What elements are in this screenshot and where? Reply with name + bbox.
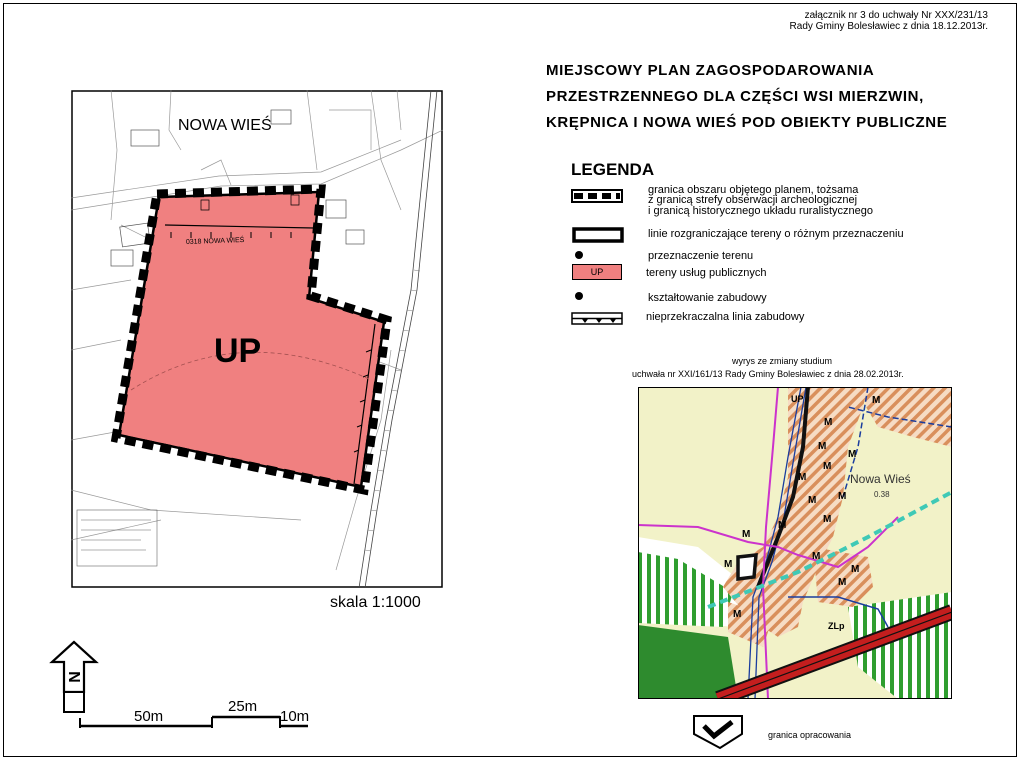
attachment-line-1: załącznik nr 3 do uchwały Nr XXX/231/13 bbox=[804, 10, 988, 21]
scale-label: skala 1:1000 bbox=[330, 594, 421, 611]
study-caption-line-2: uchwała nr XXI/161/13 Rady Gminy Bolesławiec z dnia 28.02.2013r. bbox=[632, 369, 904, 379]
legend-building-line-symbol bbox=[570, 309, 626, 329]
boundary-symbol bbox=[692, 714, 744, 750]
study-zone-m-3: M bbox=[818, 441, 827, 452]
study-zone-m-5: M bbox=[823, 461, 832, 472]
legend-item-1-line-3: i granicą historycznego układu ruralistycznego bbox=[648, 205, 874, 217]
study-zone-m-8: M bbox=[838, 491, 847, 502]
study-zone-m-10: M bbox=[778, 520, 787, 531]
north-letter: N bbox=[67, 671, 84, 683]
study-zone-m-11: M bbox=[742, 529, 751, 540]
legend-dot-symbol bbox=[572, 248, 586, 262]
study-zone-m-12: M bbox=[724, 559, 733, 570]
legend-item-3: przeznaczenie terenu bbox=[648, 250, 754, 262]
scale-bar-label-25: 25m bbox=[228, 698, 258, 715]
title-line-2: PRZESTRZENNEGO DLA CZĘŚCI WSI MIERZWIN, bbox=[546, 88, 924, 105]
scale-bar-label-50: 50m bbox=[134, 708, 164, 725]
study-zone-m-16: M bbox=[851, 564, 860, 575]
title-line-3: KRĘPNICA I NOWA WIEŚ POD OBIEKTY PUBLICZNE bbox=[546, 114, 948, 131]
boundary-note-label: granica opracowania bbox=[768, 730, 852, 740]
study-map bbox=[638, 387, 952, 699]
title-line-1: MIEJSCOWY PLAN ZAGOSPODAROWANIA bbox=[546, 62, 875, 79]
study-caption-line-1: wyrys ze zmiany studium bbox=[732, 356, 833, 366]
study-zone-m-9: M bbox=[823, 514, 832, 525]
main-plan-map bbox=[71, 90, 443, 588]
study-zone-m-15: M bbox=[733, 609, 742, 620]
study-number-label: 0.38 bbox=[874, 490, 890, 499]
main-map-place-label: NOWA WIEŚ bbox=[178, 117, 272, 134]
attachment-line-2: Rady Gminy Bolesławiec z dnia 18.12.2013r. bbox=[789, 21, 988, 32]
study-zone-up: UP bbox=[791, 394, 804, 404]
legend-item-5: kształtowanie zabudowy bbox=[648, 292, 767, 304]
study-zone-m-14: M bbox=[838, 577, 847, 588]
legend-item-4: tereny usług publicznych bbox=[646, 267, 767, 279]
legend-item-1-line-2: z granicą strefy obserwacji archeologicznej bbox=[648, 194, 858, 206]
main-map-zone-label: UP bbox=[214, 332, 262, 370]
legend-item-2: linie rozgraniczające tereny o różnym przeznaczeniu bbox=[648, 228, 904, 240]
study-zone-m-13: M bbox=[812, 551, 821, 562]
legend-dot-symbol-2 bbox=[572, 289, 586, 303]
legend-up-swatch-label: UP bbox=[590, 267, 604, 277]
study-place-label: Nowa Wieś bbox=[850, 472, 911, 486]
legend-item-1-line-1: granica obszaru objętego planem, tożsama bbox=[648, 184, 859, 196]
legend-dividing-line-symbol bbox=[572, 226, 628, 244]
study-zone-zlp: ZLp bbox=[828, 621, 845, 631]
study-zone-m-6: M bbox=[798, 472, 807, 483]
legend-up-swatch bbox=[572, 264, 622, 280]
scale-bar-label-10: 10m bbox=[280, 708, 310, 725]
legend-heading: LEGENDA bbox=[571, 160, 655, 179]
study-zone-m-2: M bbox=[824, 417, 833, 428]
study-zone-m-1: M bbox=[872, 395, 881, 406]
main-map-road-label: 0318 NOWA WIEŚ bbox=[185, 236, 245, 246]
study-zone-m-4: M bbox=[848, 449, 857, 460]
legend-item-6: nieprzekraczalna linia zabudowy bbox=[646, 311, 805, 323]
study-zone-m-7: M bbox=[808, 495, 817, 506]
legend-plan-boundary-symbol bbox=[570, 186, 626, 208]
